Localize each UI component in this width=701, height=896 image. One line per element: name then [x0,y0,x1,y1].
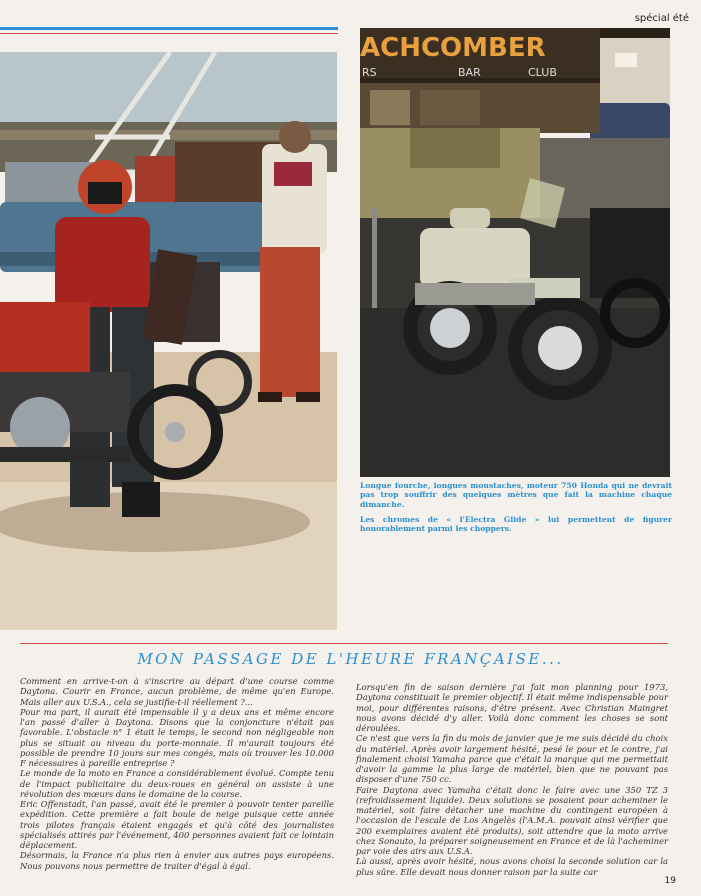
paragraph: Eric Offenstadt, l'an passé, avait été le premier à pouvoir tenter pareille expédition. Cette première a fait boule de neige puisque cette année trois pilotes français étaient engagés et qu'à côté des journalistes spécialisés attirés par l'événement, 400 personnes avaient fait ce lointain déplacement. [20,799,334,850]
paragraph: Là aussi, après avoir hésité, nous avons choisi la seconde solution car la plus sûre. Elle devait nous donner raison par la suite car [356,856,668,877]
svg-text:RS: RS [362,66,377,79]
paragraph: Désormais, la France n'a plus rien à envier aux autres pays européens. Nous pouvons nous permettre de traiter d'égal à égal. [20,850,334,871]
article-right-column [356,682,668,877]
page-number: 19 [664,876,676,886]
header-blue-rule [0,27,338,30]
paragraph: Comment en arrive-t-on à s'inscrire au départ d'une course comme Daytona. Courir en France, aucun problème, de même qu'en Europe. Mais aller aux U.S.A., cela se justifie-t-il réellement ?... [20,676,334,707]
photo-left-riders [0,52,337,630]
article-left-column [20,676,334,871]
paragraph: Ce n'est que vers la fin du mois de janvier que je me suis décidé du choix du matériel. Après avoir largement hésité, pesé le pour et le contre, j'ai finalement choisi Yamaha parce que c'était la marque qui me permettait d'avoir la gamme la plus large de matériel, bien que ne pouvant pas disposer d'une 750 cc. [356,733,668,785]
caption-second: Les chromes de « l'Electra Glide » lui permettent de figurer honorablement parmi les choppers. [360,515,672,534]
paragraph: Lorsqu'en fin de saison dernière j'ai fait mon planning pour 1973, Daytona constituait le premier objectif. Il était même indispensable pour moi, pour différentes raisons, d'être présent. Avec Christian Maingret nous avons décidé d'y aller. Voilà donc comment les choses se sont déroulées. [356,682,668,733]
article-title: MON PASSAGE DE L'HEURE FRANÇAISE... [137,650,564,668]
svg-text:CLUB: CLUB [528,66,557,79]
paragraph: Le monde de la moto en France a considérablement évolué. Compte tenu de l'impact publicitaire du deux-roues en général on assiste à une révolution des mœurs dans le domaine de la course. [20,768,334,799]
photo-right-beachcomber [360,28,670,477]
svg-text:BAR: BAR [458,66,481,79]
paragraph: Pour ma part, il aurait été impensable il y a deux ans et même encore l'an passé d'aller à Daytona. Disons que la conjoncture n'était pas favorable. L'obstacle n° 1 était le temps, le second non négligeable non plus se situait au niveau du porte-monnaie. Il m'aurait toujours été possible de prendre 10 jours sur mes congés, mais où trouver les 10.000 F nécessaires à pareille entreprise ? [20,706,334,768]
section-divider [20,643,668,644]
caption-first: Longue fourche, longues moustaches, moteur 750 Honda qui ne devrait pas trop souffrir des quelques mètres que fait la machine chaque dimanche. [360,481,672,509]
section-label: spécial été [634,13,689,24]
paragraph: Faire Daytona avec Yamaha c'était donc le faire avec une 350 TZ 3 (refroidissement liquide). Deux solutions se posaient pour acheminer le matériel, soit faire détacher une machine du contingent européen à l'occasion de l'escale de Los Angelès (l'A.M.A. pouvait ainsi vérifier que 200 exemplaires avaient été produits), soit attendre que la moto arrive chez Sonauto, la préparer soigneusement en France et de là l'acheminer par voie des airs aux U.S.A. [356,784,668,856]
header-red-rule [0,33,338,34]
svg-text:ACHCOMBER: ACHCOMBER [360,33,546,63]
